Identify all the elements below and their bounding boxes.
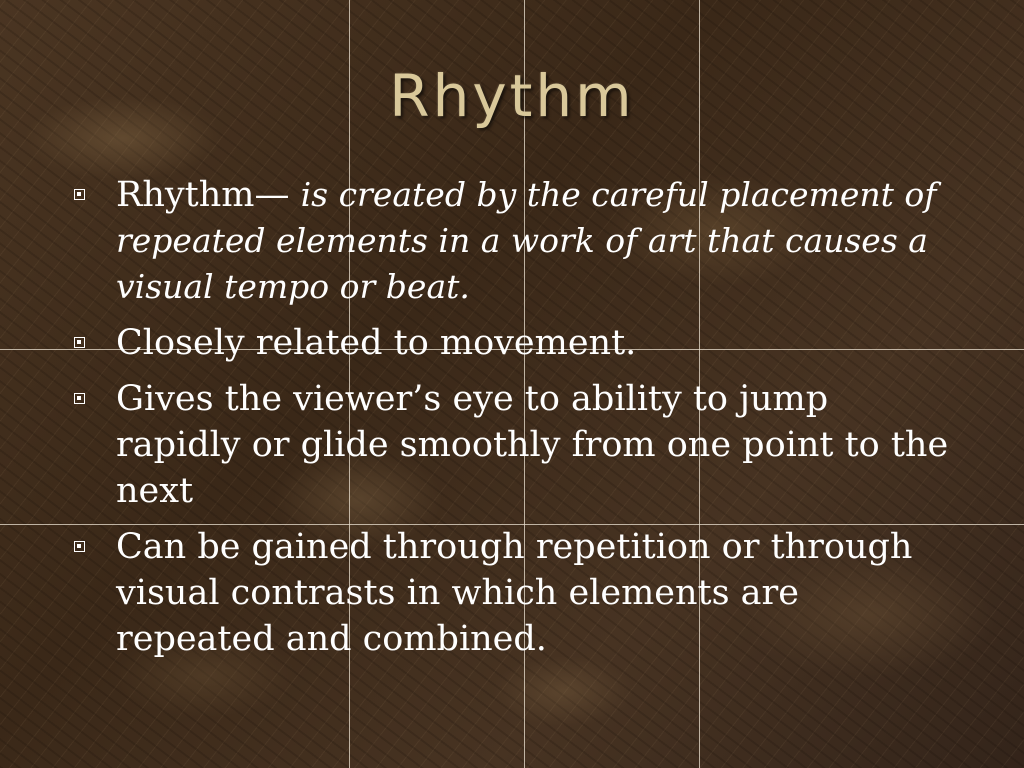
bullet-text: Closely related to movement.: [116, 323, 637, 363]
bullet-item: [74, 320, 954, 366]
slide-title: Rhythm: [389, 62, 635, 130]
bullet-list: [74, 172, 954, 672]
square-bullet-icon: [74, 337, 85, 348]
square-bullet-icon: [74, 393, 85, 404]
bullet-definition: is created by the careful placement of repeated elements in a work of art that causes a visual tempo or beat.: [116, 175, 937, 306]
bullet-item: [74, 376, 954, 514]
square-bullet-icon: [74, 189, 85, 200]
bullet-term: Rhythm—: [116, 175, 301, 215]
bullet-item: [74, 524, 954, 662]
bullet-text: Can be gained through repetition or through visual contrasts in which elements are repeated and combined.: [116, 527, 913, 659]
square-bullet-icon: [74, 541, 85, 552]
bullet-item: [74, 172, 954, 310]
bullet-text: Gives the viewer’s eye to ability to jump rapidly or glide smoothly from one point to the next: [116, 379, 949, 511]
